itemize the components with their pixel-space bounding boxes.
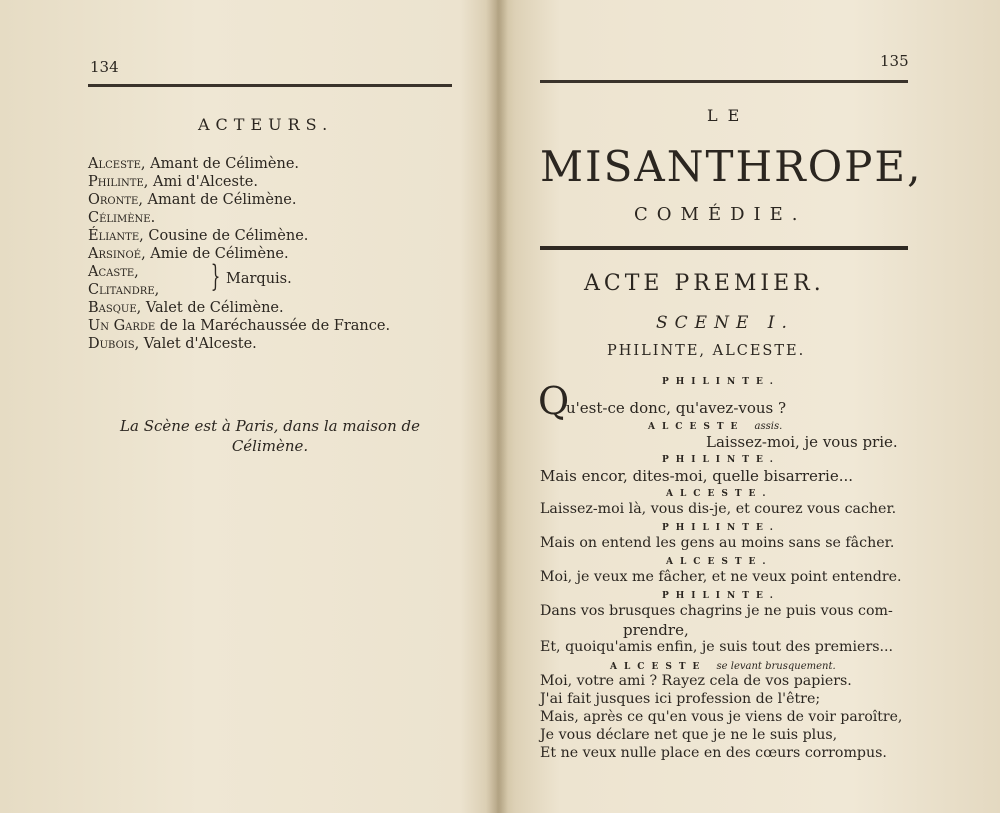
actor-entry: Éliante, Cousine de Célimène. — [88, 228, 309, 244]
actor-entry: Acaste, — [88, 264, 139, 280]
verse-line: Je vous déclare net que je ne le suis plus, — [540, 727, 838, 743]
title-rule — [540, 246, 908, 250]
actors-heading: ACTEURS. — [198, 115, 334, 134]
book-spine — [486, 0, 508, 813]
actor-entry: Alceste, Amant de Célimène. — [88, 156, 300, 172]
verse-line: Laissez-moi là, vous dis-je, et courez vous cacher. — [540, 501, 897, 517]
speaker-label: PHILINTE. — [662, 377, 780, 387]
play-title: MISANTHROPE, — [540, 142, 923, 191]
verse-line: Moi, votre ami ? Rayez cela de vos papiers. — [540, 673, 852, 689]
title-article: LE — [707, 106, 750, 125]
header-rule — [540, 80, 908, 83]
act-heading: ACTE PREMIER. — [584, 271, 825, 296]
actor-entry: Basque, Valet de Célimène. — [88, 300, 284, 316]
verse-line: Et, quoiqu'amis enfin, je suis tout des premiers... — [540, 639, 894, 655]
brace-glyph: } — [210, 259, 221, 294]
speaker-label: ALCESTE se levant brusquement. — [610, 661, 836, 672]
marquis-label: Marquis. — [226, 271, 292, 287]
speaker-label: ALCESTE. — [666, 557, 773, 567]
verse-line: J'ai fait jusques ici profession de l'être; — [540, 691, 821, 707]
verse-line: prendre, — [623, 621, 689, 639]
speaker-label: PHILINTE. — [662, 523, 780, 533]
verse-line: u'est-ce donc, qu'avez-vous ? — [566, 399, 787, 417]
actor-entry: Clitandre, — [88, 282, 160, 298]
actor-entry: Célimène. — [88, 210, 156, 226]
actor-entry: Arsinoé, Amie de Célimène. — [88, 246, 289, 262]
actor-entry: Philinte, Ami d'Alceste. — [88, 174, 258, 190]
verse-line: Mais on entend les gens au moins sans se fâcher. — [540, 535, 895, 551]
verse-line: Moi, je veux me fâcher, et ne veux point entendre. — [540, 569, 902, 585]
scene-location: La Scène est à Paris, dans la maison de — [120, 417, 420, 435]
play-subtitle: COMÉDIE. — [634, 204, 807, 225]
verse-line: Mais, après ce qu'en vous je viens de voir paroître, — [540, 709, 903, 725]
drop-cap: Q — [538, 379, 570, 423]
actor-entry: Un Garde de la Maréchaussée de France. — [88, 318, 391, 334]
verse-line: Laissez-moi, je vous prie. — [706, 433, 898, 451]
speaker-label: ALCESTE. — [666, 489, 773, 499]
verse-line: Et ne veux nulle place en des cœurs corrompus. — [540, 745, 887, 761]
scene-heading: SCENE I. — [656, 313, 794, 333]
verse-line: Dans vos brusques chagrins je ne puis vous com- — [540, 603, 893, 619]
header-rule — [88, 84, 452, 87]
speaker-label: PHILINTE. — [662, 591, 780, 601]
page-number: 134 — [90, 58, 119, 76]
page-number: 135 — [880, 52, 909, 70]
speaker-label: ALCESTE assis. — [648, 421, 783, 432]
actor-entry: Dubois, Valet d'Alceste. — [88, 336, 257, 352]
scene-characters: PHILINTE, ALCESTE. — [607, 343, 806, 359]
speaker-label: PHILINTE. — [662, 455, 780, 465]
verse-line: Mais encor, dites-moi, quelle bisarrerie... — [540, 467, 854, 485]
scene-location-cont: Célimène. — [231, 437, 309, 455]
actor-entry: Oronte, Amant de Célimène. — [88, 192, 297, 208]
